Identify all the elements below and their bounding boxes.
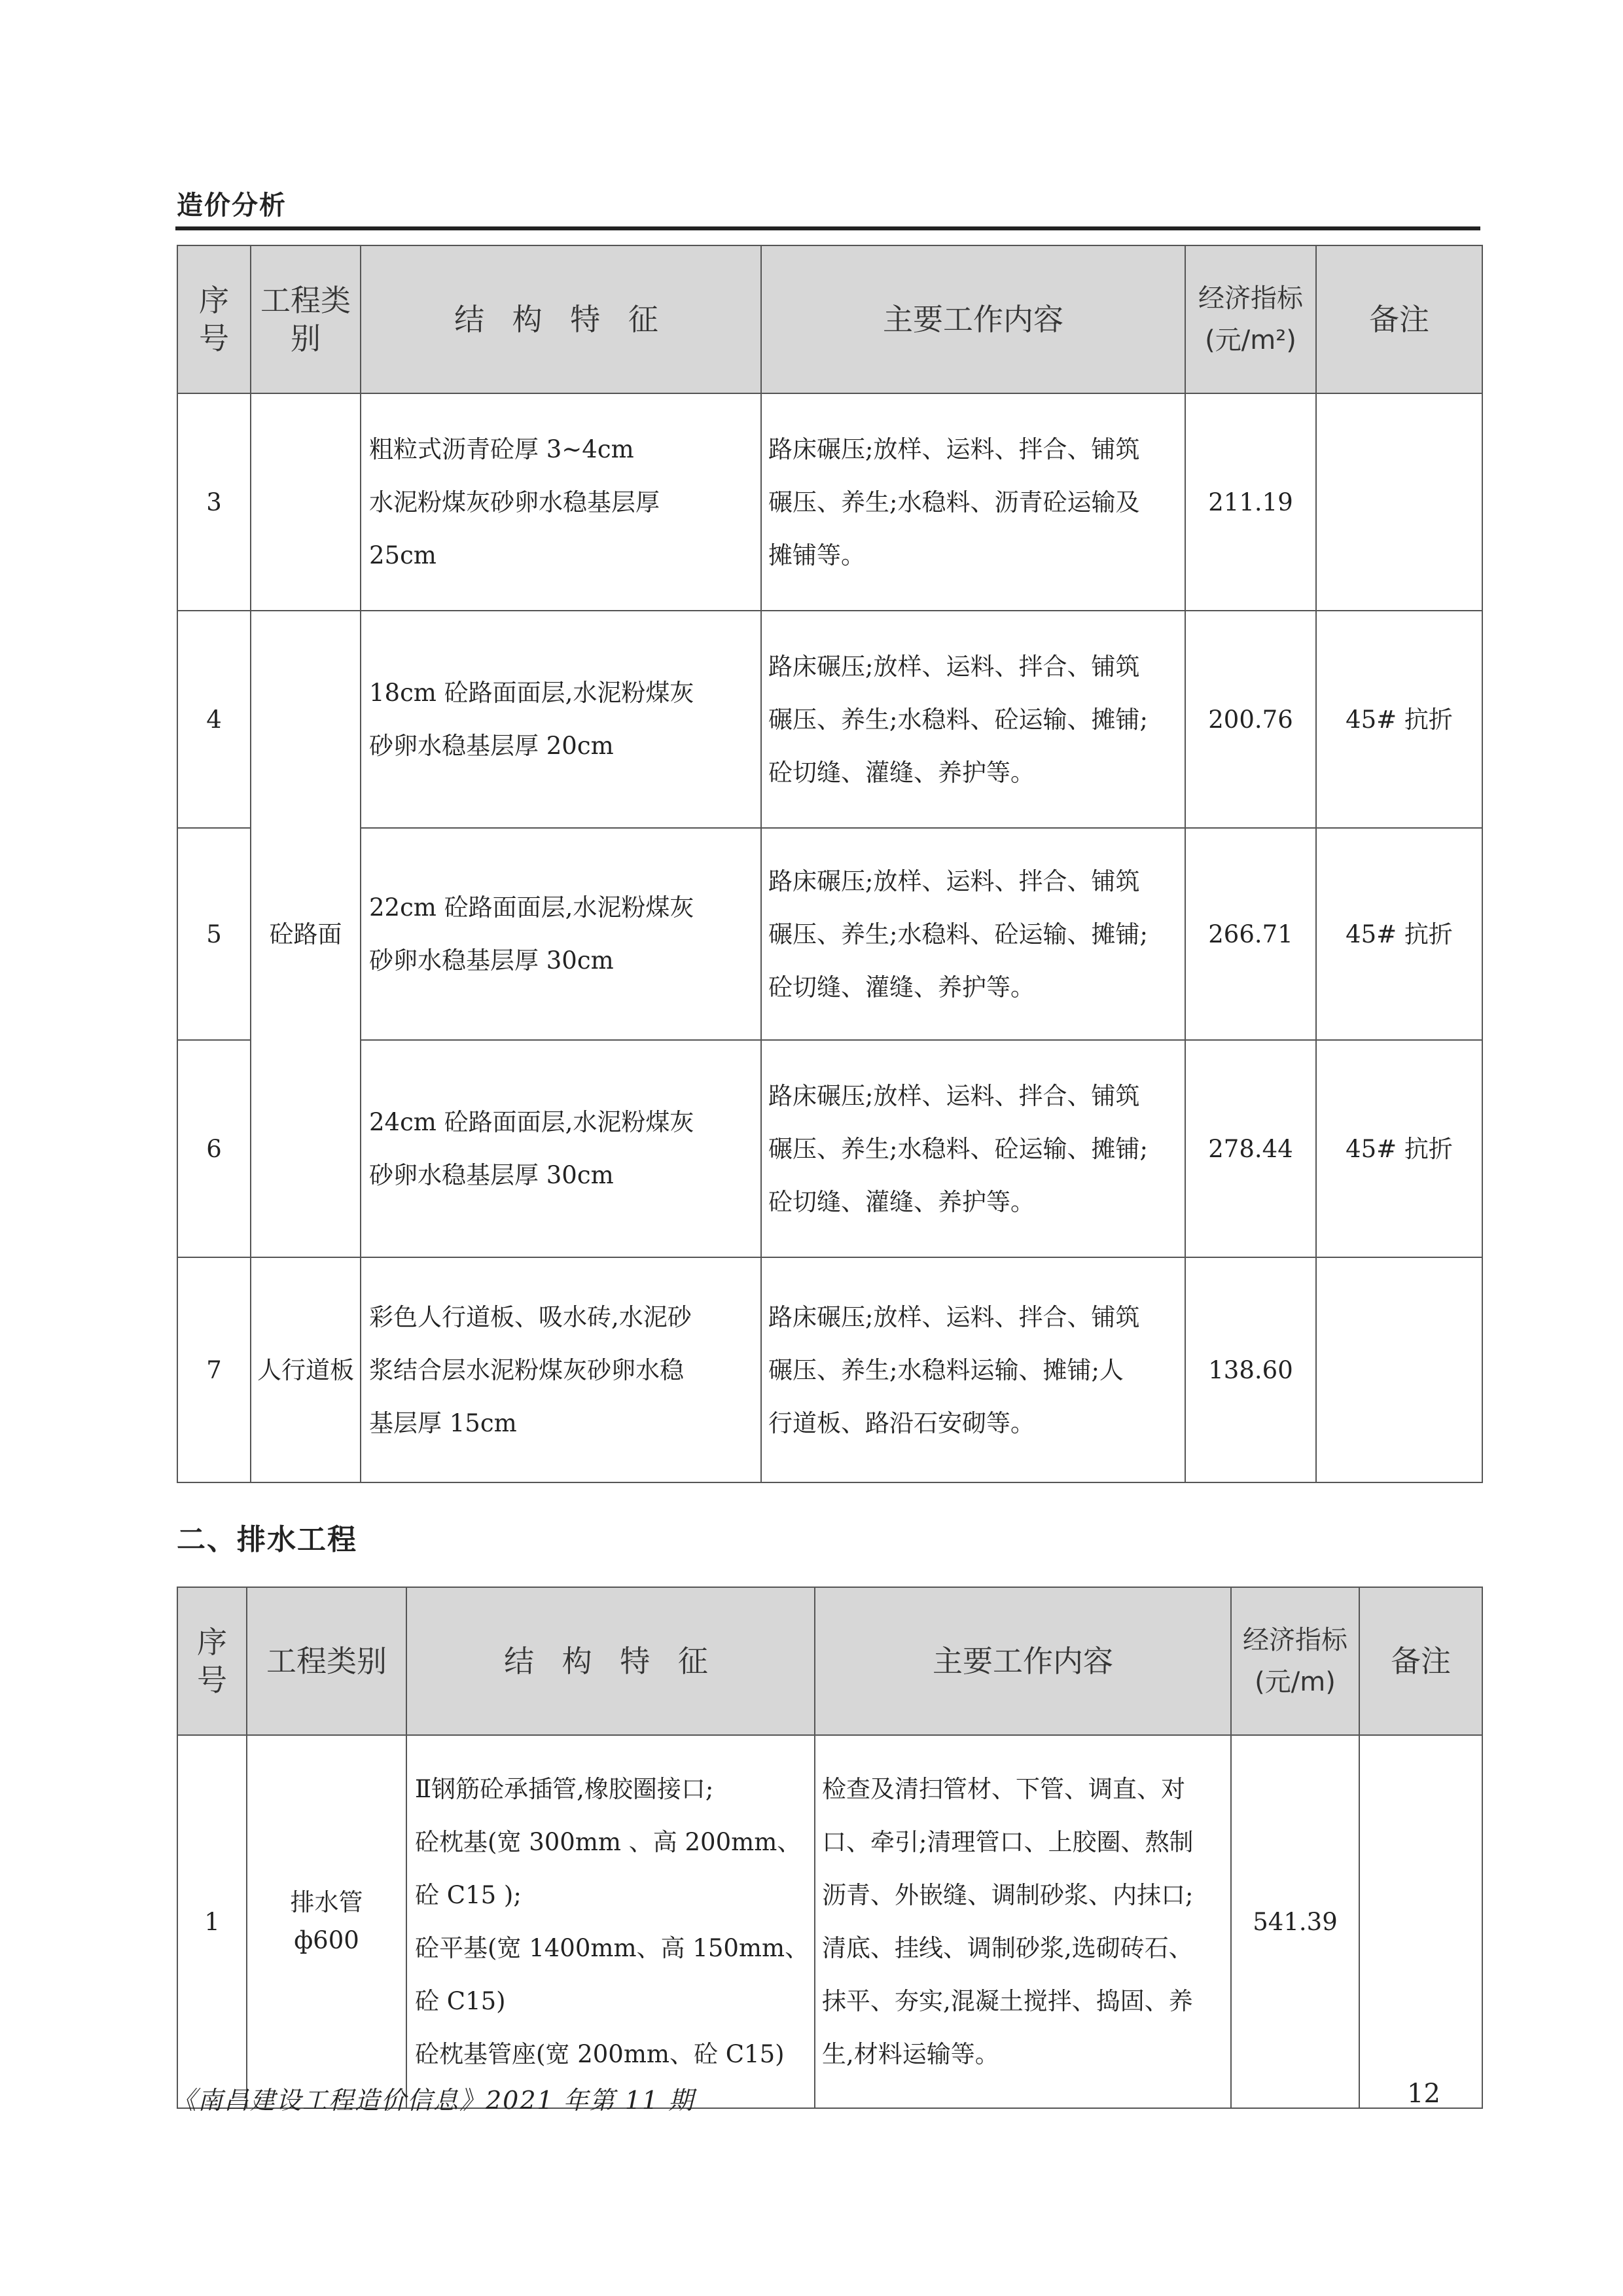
header-work: 主要工作内容 — [815, 1587, 1231, 1735]
road-cost-table — [177, 245, 1483, 1483]
road-table-header-row — [177, 245, 1482, 393]
cell-work: 路床碾压;放样、运料、拌合、铺筑 碾压、养生;水稳料、砼运输、摊铺; 砼切缝、灌缝、养护等。 — [761, 611, 1185, 828]
cell-structure: 22cm 砼路面面层,水泥粉煤灰 砂卵水稳基层厚 30cm — [361, 828, 761, 1040]
header-index: 经济指标 (元/m²) — [1185, 245, 1316, 393]
cell-seq: 3 — [177, 393, 251, 611]
cell-seq: 6 — [177, 1040, 251, 1257]
cell-seq: 1 — [177, 1735, 247, 2108]
cell-seq: 4 — [177, 611, 251, 828]
cell-structure: 18cm 砼路面面层,水泥粉煤灰 砂卵水稳基层厚 20cm — [361, 611, 761, 828]
cell-index: 541.39 — [1231, 1735, 1359, 2108]
cell-structure: 彩色人行道板、吸水砖,水泥砂 浆结合层水泥粉煤灰砂卵水稳 基层厚 15cm — [361, 1257, 761, 1482]
header-seq: 序号 — [177, 245, 251, 393]
cell-work: 路床碾压;放样、运料、拌合、铺筑 碾压、养生;水稳料、沥青砼运输及 摊铺等。 — [761, 393, 1185, 611]
cell-remark — [1316, 393, 1482, 611]
cell-remark — [1359, 1735, 1482, 2108]
drain-table-header-row — [177, 1587, 1482, 1735]
cell-index: 138.60 — [1185, 1257, 1316, 1482]
cell-work: 路床碾压;放样、运料、拌合、铺筑 碾压、养生;水稳料、砼运输、摊铺; 砼切缝、灌缝、养护等。 — [761, 1040, 1185, 1257]
header-remark: 备注 — [1359, 1587, 1482, 1735]
table-row — [177, 393, 1482, 611]
table-row — [177, 828, 1482, 1040]
cell-work: 检查及清扫管材、下管、调直、对 口、牵引;清理管口、上胶圈、熬制 沥青、外嵌缝、调制砂浆、内抹口; 清底、挂线、调制砂浆,选砌砖石、 抹平、夯实,混凝土搅拌、捣固、养 生,材料运输等。 — [815, 1735, 1231, 2108]
page-header-title: 造价分析 — [177, 190, 287, 221]
cell-seq: 7 — [177, 1257, 251, 1482]
drain-cost-table — [177, 1587, 1483, 2109]
footer-journal: 《南昌建设工程造价信息》2021 年第 11 期 — [171, 2086, 695, 2115]
header-category: 工程类别 — [251, 245, 361, 393]
cell-remark — [1316, 1257, 1482, 1482]
cell-category — [251, 393, 361, 611]
cell-structure: 24cm 砼路面面层,水泥粉煤灰 砂卵水稳基层厚 30cm — [361, 1040, 761, 1257]
cell-structure: 粗粒式沥青砼厚 3~4cm 水泥粉煤灰砂卵水稳基层厚 25cm — [361, 393, 761, 611]
header-structure: 结 构 特 征 — [361, 245, 761, 393]
header-category: 工程类别 — [247, 1587, 406, 1735]
header-structure: 结 构 特 征 — [406, 1587, 815, 1735]
header-index: 经济指标 (元/m) — [1231, 1587, 1359, 1735]
cell-work: 路床碾压;放样、运料、拌合、铺筑 碾压、养生;水稳料运输、摊铺;人 行道板、路沿石安砌等。 — [761, 1257, 1185, 1482]
header-work: 主要工作内容 — [761, 245, 1185, 393]
table-row — [177, 611, 1482, 828]
cell-category: 人行道板 — [251, 1257, 361, 1482]
cell-category-merged: 砼路面 — [251, 611, 361, 1257]
cell-remark: 45# 抗折 — [1316, 611, 1482, 828]
header-seq: 序号 — [177, 1587, 247, 1735]
cell-index: 266.71 — [1185, 828, 1316, 1040]
cell-index: 200.76 — [1185, 611, 1316, 828]
table-row — [177, 1040, 1482, 1257]
cell-work: 路床碾压;放样、运料、拌合、铺筑 碾压、养生;水稳料、砼运输、摊铺; 砼切缝、灌缝、养护等。 — [761, 828, 1185, 1040]
header-remark: 备注 — [1316, 245, 1482, 393]
cell-remark: 45# 抗折 — [1316, 828, 1482, 1040]
section-heading-drainage: 二、排水工程 — [177, 1523, 357, 1556]
page-number: 12 — [1407, 2079, 1440, 2109]
cell-index: 278.44 — [1185, 1040, 1316, 1257]
header-rule — [175, 226, 1480, 230]
cell-index: 211.19 — [1185, 393, 1316, 611]
cell-remark: 45# 抗折 — [1316, 1040, 1482, 1257]
cell-structure: Ⅱ钢筋砼承插管,橡胶圈接口; 砼枕基(宽 300mm 、高 200mm、 砼 C15 ); 砼平基(宽 1400mm、高 150mm、 砼 C15) 砼枕基管座(宽 200mm、砼 C15) — [406, 1735, 815, 2108]
table-row — [177, 1735, 1482, 2108]
table-row — [177, 1257, 1482, 1482]
cell-seq: 5 — [177, 828, 251, 1040]
cell-category: 排水管 ф600 — [247, 1735, 406, 2108]
